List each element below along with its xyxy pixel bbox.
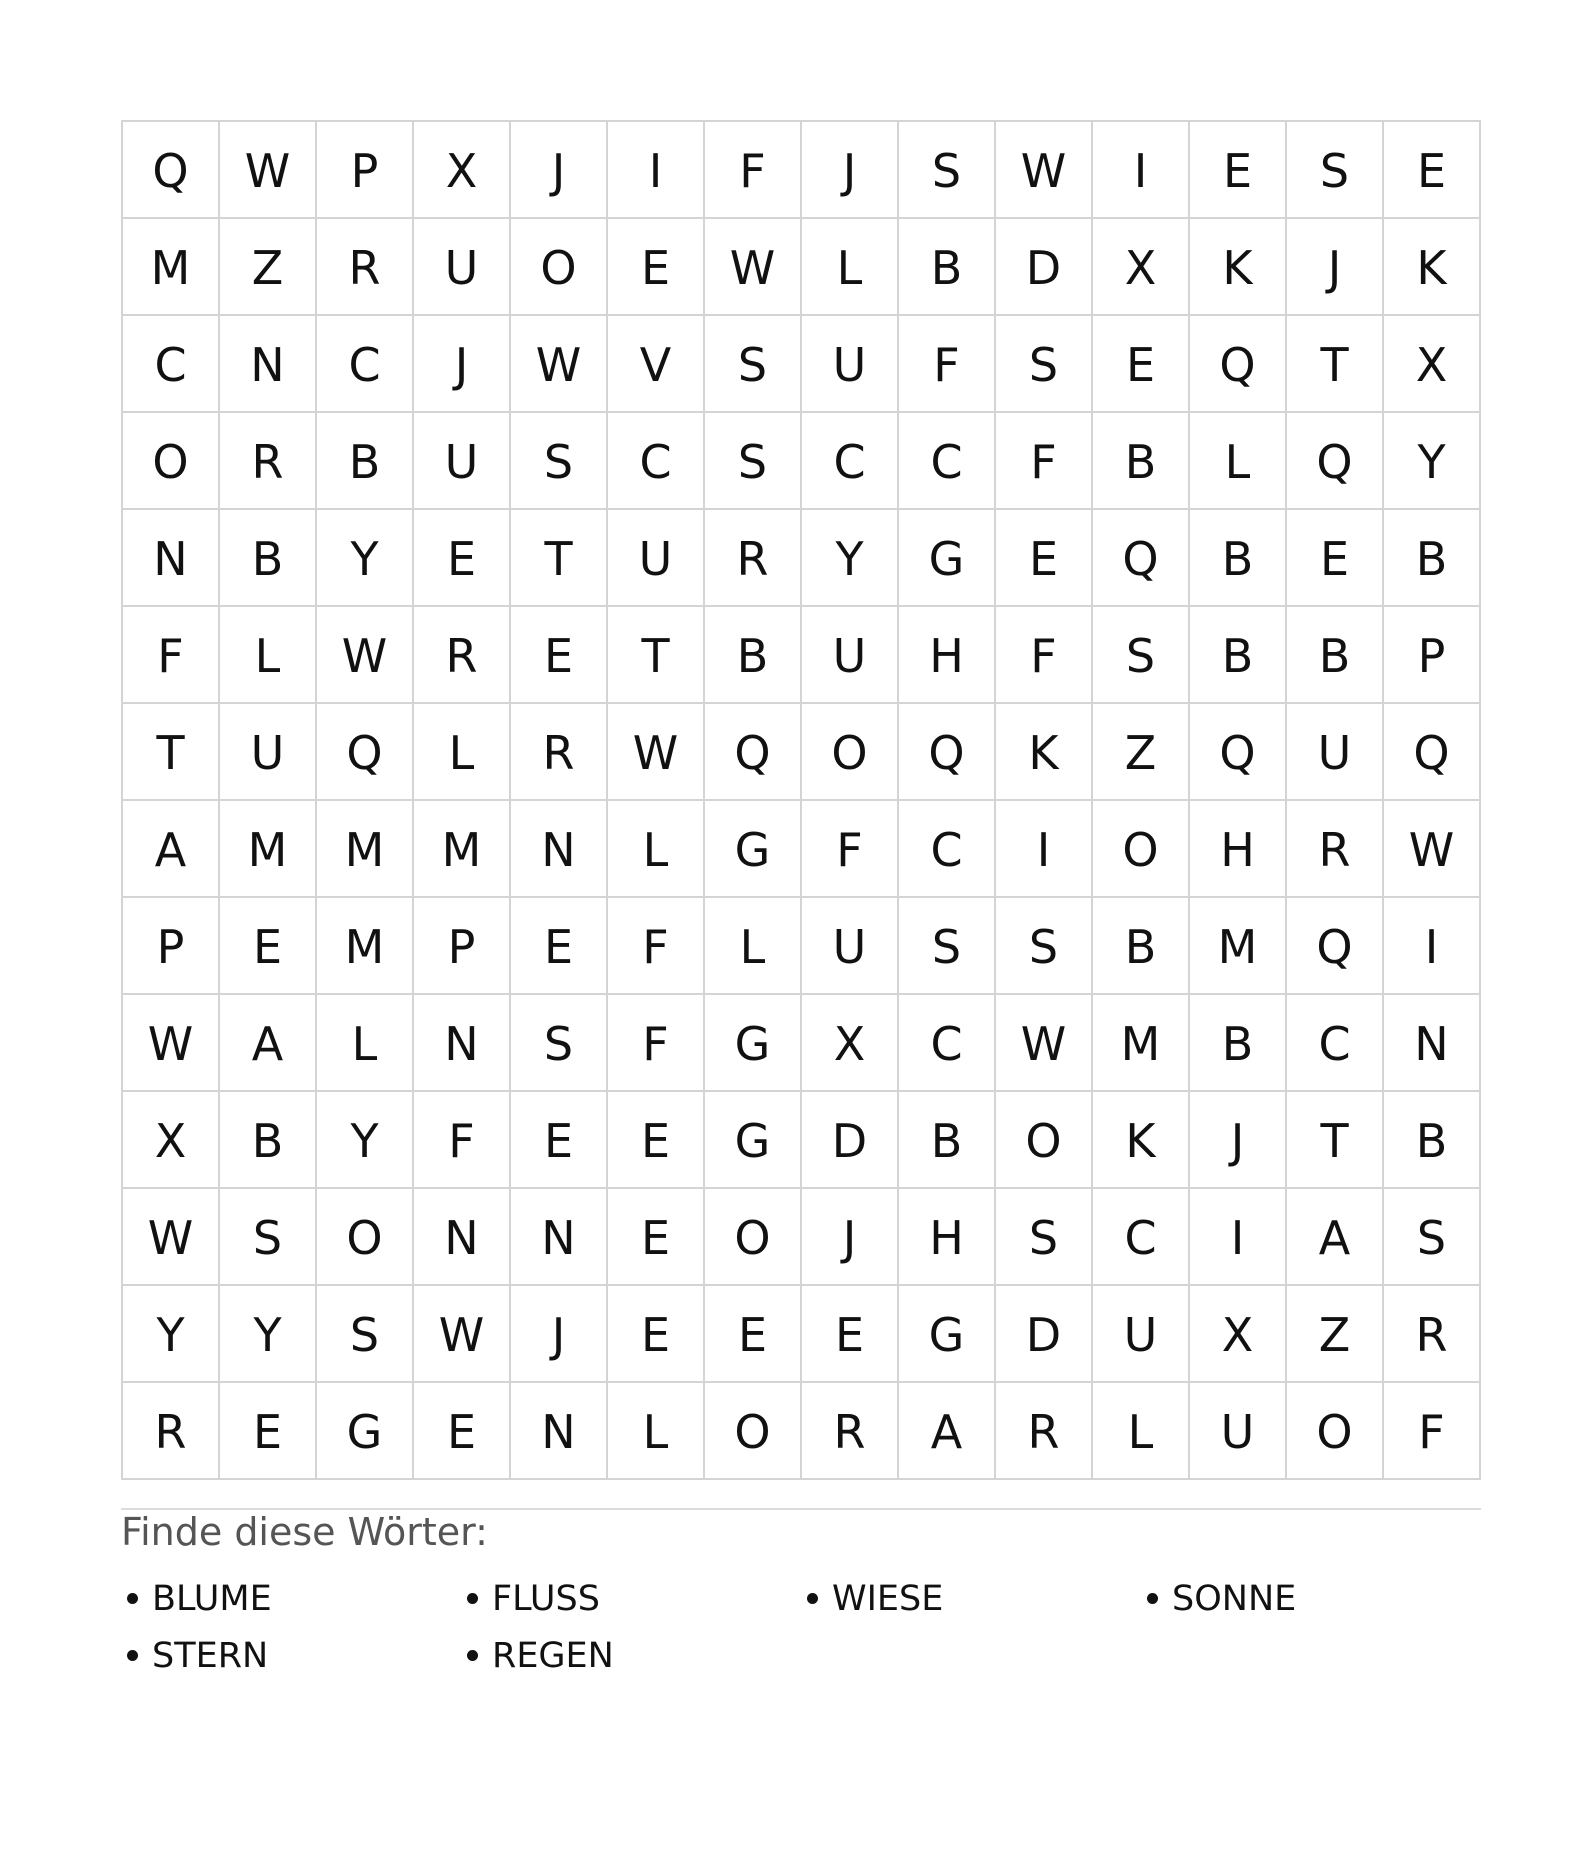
grid-cell[interactable]: E [1287, 510, 1384, 607]
grid-cell[interactable]: Q [1384, 704, 1481, 801]
grid-cell[interactable]: X [123, 1092, 220, 1189]
grid-cell[interactable]: C [802, 413, 899, 510]
grid-cell[interactable]: F [1384, 1383, 1481, 1480]
word-list-item [1141, 1570, 1481, 1627]
grid-cell[interactable]: B [899, 219, 996, 316]
grid-cell[interactable]: A [899, 1383, 996, 1480]
grid-cell[interactable]: D [996, 1286, 1093, 1383]
grid-cell[interactable]: B [317, 413, 414, 510]
grid-cell[interactable]: E [608, 219, 705, 316]
grid-cell[interactable]: E [1093, 316, 1190, 413]
grid-cell[interactable]: M [220, 801, 317, 898]
grid-cell[interactable]: R [1384, 1286, 1481, 1383]
grid-cell[interactable]: W [608, 704, 705, 801]
grid-cell[interactable]: T [1287, 316, 1384, 413]
grid-cell[interactable]: B [1384, 510, 1481, 607]
grid-cell[interactable]: S [220, 1189, 317, 1286]
word-list-item [461, 1570, 801, 1627]
grid-cell[interactable]: C [317, 316, 414, 413]
grid-cell[interactable]: Q [1190, 704, 1287, 801]
bullet-icon [467, 1593, 478, 1604]
grid-cell[interactable]: E [608, 1286, 705, 1383]
bullet-icon [1147, 1593, 1158, 1604]
grid-cell[interactable]: E [414, 510, 511, 607]
grid-cell[interactable]: B [1190, 510, 1287, 607]
word-label: FLUSS [492, 1578, 600, 1619]
grid-cell[interactable]: R [220, 413, 317, 510]
grid-cell[interactable]: K [996, 704, 1093, 801]
grid-cell[interactable]: X [414, 122, 511, 219]
grid-cell[interactable]: Z [1093, 704, 1190, 801]
grid-cell[interactable]: Y [802, 510, 899, 607]
grid-cell[interactable]: R [996, 1383, 1093, 1480]
grid-cell[interactable]: F [123, 607, 220, 704]
grid-cell[interactable]: J [511, 1286, 608, 1383]
bullet-icon [127, 1650, 138, 1661]
grid-cell[interactable]: H [1190, 801, 1287, 898]
grid-cell[interactable]: L [1190, 413, 1287, 510]
grid-cell[interactable]: B [1093, 413, 1190, 510]
grid-cell[interactable]: W [123, 1189, 220, 1286]
grid-cell[interactable]: R [802, 1383, 899, 1480]
word-label: STERN [152, 1635, 269, 1676]
grid-cell[interactable]: J [414, 316, 511, 413]
grid-cell[interactable]: Q [317, 704, 414, 801]
grid-cell[interactable]: Q [1093, 510, 1190, 607]
grid-cell[interactable]: Q [1190, 316, 1287, 413]
grid-cell[interactable]: F [705, 122, 802, 219]
grid-cell[interactable]: C [899, 995, 996, 1092]
grid-cell[interactable]: D [996, 219, 1093, 316]
grid-cell[interactable]: B [1190, 995, 1287, 1092]
grid-cell[interactable]: W [123, 995, 220, 1092]
grid-cell[interactable]: S [317, 1286, 414, 1383]
grid-cell[interactable]: P [414, 898, 511, 995]
grid-cell[interactable]: U [608, 510, 705, 607]
grid-cell[interactable]: E [1190, 122, 1287, 219]
grid-cell[interactable]: P [123, 898, 220, 995]
grid-cell[interactable]: V [608, 316, 705, 413]
grid-cell[interactable]: X [802, 995, 899, 1092]
grid-cell[interactable]: C [899, 413, 996, 510]
grid-cell[interactable]: U [414, 219, 511, 316]
grid-cell[interactable]: M [317, 898, 414, 995]
grid-cell[interactable]: I [608, 122, 705, 219]
grid-cell[interactable]: B [705, 607, 802, 704]
word-list-title: Finde diese Wörter: [121, 1510, 488, 1554]
grid-cell[interactable]: U [414, 413, 511, 510]
grid-cell[interactable]: L [1093, 1383, 1190, 1480]
grid-cell[interactable]: E [705, 1286, 802, 1383]
grid-cell[interactable]: H [899, 607, 996, 704]
grid-cell[interactable]: S [1093, 607, 1190, 704]
grid-cell[interactable]: Y [317, 510, 414, 607]
grid-cell[interactable]: N [511, 1189, 608, 1286]
grid-cell[interactable]: B [220, 510, 317, 607]
grid-cell[interactable]: N [414, 995, 511, 1092]
grid-cell[interactable]: M [123, 219, 220, 316]
grid-cell[interactable]: L [414, 704, 511, 801]
grid-cell[interactable]: Q [123, 122, 220, 219]
grid-cell[interactable]: A [1287, 1189, 1384, 1286]
grid-cell[interactable]: I [1093, 122, 1190, 219]
grid-cell[interactable]: K [1190, 219, 1287, 316]
grid-cell[interactable]: P [1384, 607, 1481, 704]
grid-cell[interactable]: O [705, 1189, 802, 1286]
grid-cell[interactable]: B [899, 1092, 996, 1189]
grid-cell[interactable]: R [511, 704, 608, 801]
grid-cell[interactable]: B [1093, 898, 1190, 995]
grid-cell[interactable]: N [1384, 995, 1481, 1092]
grid-cell[interactable]: O [802, 704, 899, 801]
grid-cell[interactable]: R [414, 607, 511, 704]
grid-cell[interactable]: K [1384, 219, 1481, 316]
grid-cell[interactable]: O [1287, 1383, 1384, 1480]
grid-cell[interactable]: U [1093, 1286, 1190, 1383]
grid-cell[interactable]: G [899, 1286, 996, 1383]
grid-cell[interactable]: X [1190, 1286, 1287, 1383]
grid-cell[interactable]: S [1384, 1189, 1481, 1286]
grid-cell[interactable]: S [899, 122, 996, 219]
grid-cell[interactable]: R [705, 510, 802, 607]
grid-cell[interactable]: W [511, 316, 608, 413]
grid-cell[interactable]: C [123, 316, 220, 413]
grid-cell[interactable]: S [705, 316, 802, 413]
grid-cell[interactable]: B [1384, 1092, 1481, 1189]
grid-cell[interactable]: W [705, 219, 802, 316]
grid-cell[interactable]: S [996, 1189, 1093, 1286]
grid-cell[interactable]: Z [220, 219, 317, 316]
grid-cell[interactable]: C [608, 413, 705, 510]
grid-cell[interactable]: F [996, 607, 1093, 704]
grid-cell[interactable]: E [608, 1189, 705, 1286]
grid-cell[interactable]: O [123, 413, 220, 510]
grid-cell[interactable]: U [220, 704, 317, 801]
grid-cell[interactable]: B [220, 1092, 317, 1189]
word-list-item [801, 1570, 1141, 1627]
grid-cell[interactable]: Q [1287, 413, 1384, 510]
grid-cell[interactable]: O [317, 1189, 414, 1286]
grid-cell[interactable]: G [705, 801, 802, 898]
grid-cell[interactable]: E [996, 510, 1093, 607]
grid-cell[interactable]: U [1190, 1383, 1287, 1480]
grid-cell[interactable]: E [1384, 122, 1481, 219]
grid-cell[interactable]: M [1093, 995, 1190, 1092]
grid-cell[interactable]: J [802, 1189, 899, 1286]
grid-cell[interactable]: O [1093, 801, 1190, 898]
grid-cell[interactable]: Q [705, 704, 802, 801]
grid-cell[interactable]: F [802, 801, 899, 898]
grid-cell[interactable]: F [414, 1092, 511, 1189]
grid-cell[interactable]: A [220, 995, 317, 1092]
grid-cell[interactable]: U [802, 607, 899, 704]
bullet-icon [127, 1593, 138, 1604]
grid-cell[interactable]: W [220, 122, 317, 219]
grid-cell[interactable]: X [1093, 219, 1190, 316]
grid-cell[interactable]: W [1384, 801, 1481, 898]
grid-cell[interactable]: F [608, 898, 705, 995]
grid-cell[interactable]: G [899, 510, 996, 607]
grid-cell[interactable]: N [123, 510, 220, 607]
grid-cell[interactable]: W [317, 607, 414, 704]
grid-cell[interactable]: Y [123, 1286, 220, 1383]
grid-cell[interactable]: W [414, 1286, 511, 1383]
grid-cell[interactable]: F [996, 413, 1093, 510]
word-list-item [121, 1570, 461, 1627]
grid-cell[interactable]: K [1093, 1092, 1190, 1189]
grid-cell[interactable]: G [317, 1383, 414, 1480]
grid-cell[interactable]: J [511, 122, 608, 219]
word-label: REGEN [492, 1635, 614, 1676]
grid-cell[interactable]: S [511, 995, 608, 1092]
letter-grid [121, 120, 1481, 1480]
grid-cell[interactable]: U [1287, 704, 1384, 801]
grid-cell[interactable]: W [996, 995, 1093, 1092]
grid-cell[interactable]: U [802, 316, 899, 413]
grid-cell[interactable]: F [899, 316, 996, 413]
grid-cell[interactable]: S [1287, 122, 1384, 219]
grid-cell[interactable]: L [317, 995, 414, 1092]
grid-cell[interactable]: F [608, 995, 705, 1092]
grid-cell[interactable]: O [996, 1092, 1093, 1189]
grid-cell[interactable]: M [317, 801, 414, 898]
grid-cell[interactable]: Z [1287, 1286, 1384, 1383]
grid-cell[interactable]: M [414, 801, 511, 898]
grid-cell[interactable]: W [996, 122, 1093, 219]
grid-cell[interactable]: L [705, 898, 802, 995]
grid-cell[interactable]: S [705, 413, 802, 510]
word-label: WIESE [832, 1578, 944, 1619]
grid-cell[interactable]: N [414, 1189, 511, 1286]
grid-cell[interactable]: E [511, 1092, 608, 1189]
bullet-icon [467, 1650, 478, 1661]
grid-cell[interactable]: S [996, 316, 1093, 413]
grid-cell[interactable]: T [1287, 1092, 1384, 1189]
grid-cell[interactable]: N [511, 1383, 608, 1480]
grid-cell[interactable]: P [317, 122, 414, 219]
word-list [121, 1570, 1481, 1684]
grid-cell[interactable]: Y [317, 1092, 414, 1189]
grid-cell[interactable]: I [1190, 1189, 1287, 1286]
grid-cell[interactable]: T [608, 607, 705, 704]
word-list-item [461, 1627, 801, 1684]
grid-cell[interactable]: Y [220, 1286, 317, 1383]
grid-cell[interactable]: J [1190, 1092, 1287, 1189]
grid-cell[interactable]: Q [1287, 898, 1384, 995]
grid-cell[interactable]: J [802, 122, 899, 219]
grid-cell[interactable]: Q [899, 704, 996, 801]
grid-cell[interactable]: E [608, 1092, 705, 1189]
grid-cell[interactable]: L [220, 607, 317, 704]
grid-cell[interactable]: B [1190, 607, 1287, 704]
grid-cell[interactable]: L [608, 801, 705, 898]
grid-cell[interactable]: C [1093, 1189, 1190, 1286]
grid-cell[interactable]: N [511, 801, 608, 898]
bullet-icon [807, 1593, 818, 1604]
grid-cell[interactable]: L [608, 1383, 705, 1480]
word-label: SONNE [1172, 1578, 1297, 1619]
grid-cell[interactable]: I [1384, 898, 1481, 995]
grid-cell[interactable]: G [705, 1092, 802, 1189]
grid-cell[interactable]: G [705, 995, 802, 1092]
grid-cell[interactable]: X [1384, 316, 1481, 413]
grid-cell[interactable]: E [220, 898, 317, 995]
grid-cell[interactable]: R [123, 1383, 220, 1480]
grid-cell[interactable]: T [123, 704, 220, 801]
grid-cell[interactable]: T [511, 510, 608, 607]
grid-cell[interactable]: E [511, 607, 608, 704]
grid-cell[interactable]: U [802, 898, 899, 995]
grid-cell[interactable]: M [1190, 898, 1287, 995]
grid-cell[interactable]: E [802, 1286, 899, 1383]
grid-cell[interactable]: S [899, 898, 996, 995]
grid-cell[interactable]: S [996, 898, 1093, 995]
grid-cell[interactable]: J [1287, 219, 1384, 316]
grid-cell[interactable]: D [802, 1092, 899, 1189]
grid-cell[interactable]: R [317, 219, 414, 316]
grid-cell[interactable]: S [511, 413, 608, 510]
grid-cell[interactable]: E [414, 1383, 511, 1480]
grid-cell[interactable]: E [220, 1383, 317, 1480]
grid-cell[interactable]: R [1287, 801, 1384, 898]
grid-cell[interactable]: H [899, 1189, 996, 1286]
grid-cell[interactable]: A [123, 801, 220, 898]
grid-cell[interactable]: L [802, 219, 899, 316]
grid-cell[interactable]: E [511, 898, 608, 995]
grid-cell[interactable]: N [220, 316, 317, 413]
grid-cell[interactable]: Y [1384, 413, 1481, 510]
grid-cell[interactable]: O [705, 1383, 802, 1480]
grid-cell[interactable]: C [899, 801, 996, 898]
grid-cell[interactable]: B [1287, 607, 1384, 704]
grid-cell[interactable]: O [511, 219, 608, 316]
word-list-item [121, 1627, 461, 1684]
grid-cell[interactable]: C [1287, 995, 1384, 1092]
grid-cell[interactable]: I [996, 801, 1093, 898]
word-label: BLUME [152, 1578, 272, 1619]
